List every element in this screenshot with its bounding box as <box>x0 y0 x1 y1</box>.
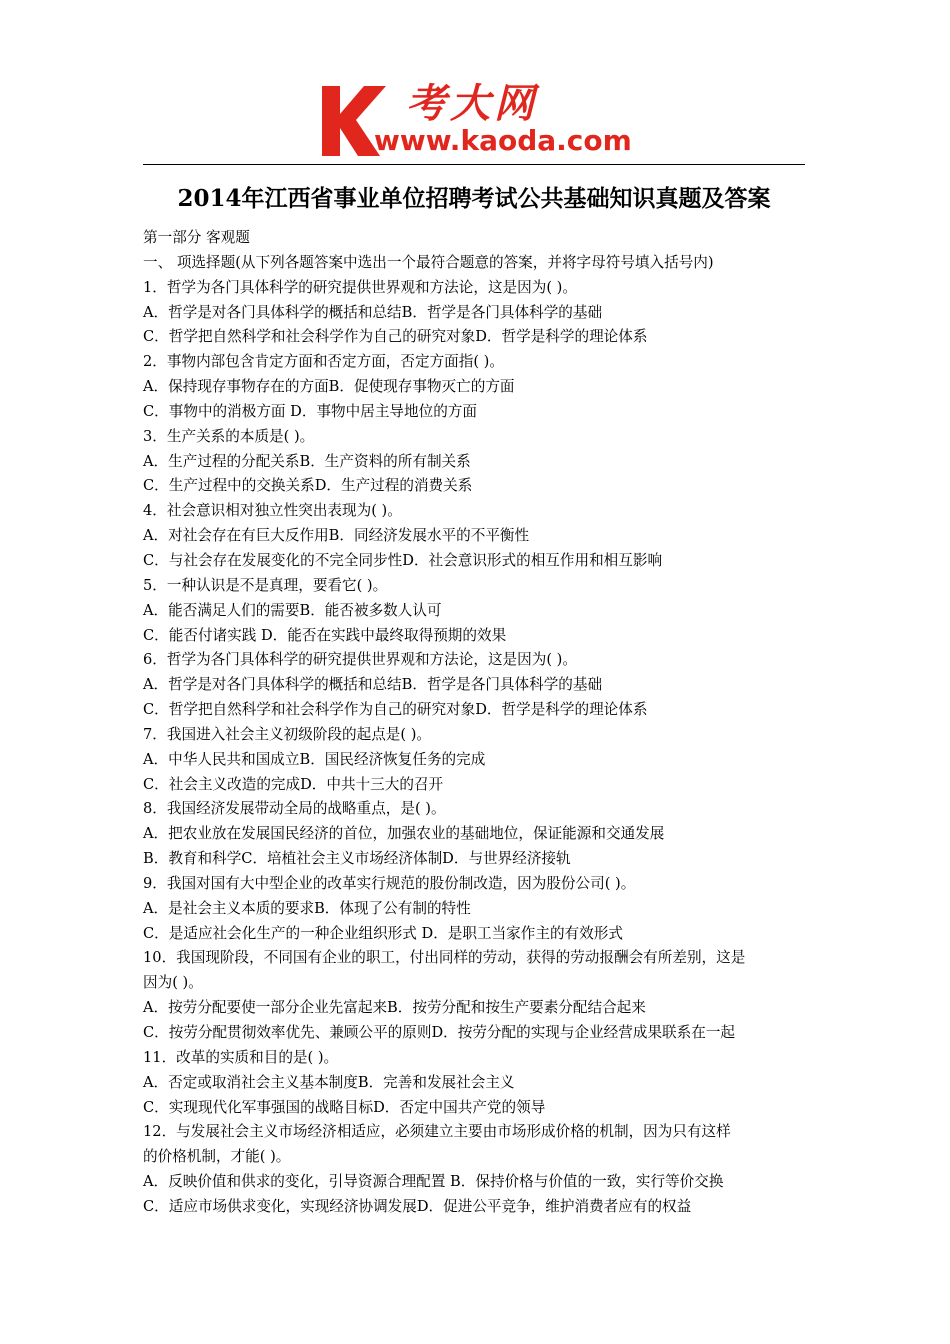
text-line: C．事物中的消极方面 D．事物中居主导地位的方面 <box>143 402 477 420</box>
text-line: 3．生产关系的本质是( )。 <box>143 427 315 445</box>
text-line: A．按劳分配要使一部分企业先富起来B．按劳分配和按生产要素分配结合起来 <box>143 999 646 1017</box>
text-line: A．把农业放在发展国民经济的首位，加强农业的基础地位，保证能源和交通发展 <box>143 825 665 843</box>
text-line: A．哲学是对各门具体科学的概括和总结B．哲学是各门具体科学的基础 <box>143 303 603 321</box>
text-line: C．能否付诸实践 D．能否在实践中最终取得预期的效果 <box>143 626 507 644</box>
text-line: C．哲学把自然科学和社会科学作为自己的研究对象D．哲学是科学的理论体系 <box>143 328 648 346</box>
text-line: 因为( )。 <box>143 974 203 992</box>
text-line: C．实现现代化军事强国的战略目标D．否定中国共产党的领导 <box>143 1098 546 1116</box>
text-line: A．是社会主义本质的要求B．体现了公有制的特性 <box>143 899 471 917</box>
text-line: C．哲学把自然科学和社会科学作为自己的研究对象D．哲学是科学的理论体系 <box>143 701 648 719</box>
text-line: 8．我国经济发展带动全局的战略重点，是( )。 <box>143 800 446 818</box>
text-line: A．保持现存事物存在的方面B．促使现存事物灭亡的方面 <box>143 378 515 396</box>
text-line: C．生产过程中的交换关系D．生产过程的消费关系 <box>143 477 473 495</box>
text-line: 10．我国现阶段，不同国有企业的职工，付出同样的劳动，获得的劳动报酬会有所差别，这是 <box>143 949 746 967</box>
text-line: A．哲学是对各门具体科学的概括和总结B．哲学是各门具体科学的基础 <box>143 676 603 694</box>
page-header <box>0 0 950 170</box>
kaoda-logo <box>318 82 638 160</box>
logo-url-text: www.kaoda.com <box>374 124 632 157</box>
text-line: C．适应市场供求变化，实现经济协调发展D．促进公平竞争，维护消费者应有的权益 <box>143 1197 692 1215</box>
text-line: 的价格机制，才能( )。 <box>143 1148 291 1166</box>
text-line: 12．与发展社会主义市场经济相适应，必须建立主要由市场形成价格的机制，因为只有这样 <box>143 1123 731 1141</box>
text-line: A．生产过程的分配关系B．生产资料的所有制关系 <box>143 452 471 470</box>
text-line: 1．哲学为各门具体科学的研究提供世界观和方法论，这是因为( )。 <box>143 278 577 296</box>
document-title: 2014年江西省事业单位招聘考试公共基础知识真题及答案 <box>177 185 771 212</box>
header-divider <box>143 164 805 165</box>
text-line: A．能否满足人们的需要B．能否被多数人认可 <box>143 601 442 619</box>
text-line: C．按劳分配贯彻效率优先、兼顾公平的原则D．按劳分配的实现与企业经营成果联系在一起 <box>143 1024 736 1041</box>
text-line: 7．我国进入社会主义初级阶段的起点是( )。 <box>143 725 432 743</box>
text-line: 6．哲学为各门具体科学的研究提供世界观和方法论，这是因为( )。 <box>143 651 577 669</box>
text-line: 一、 项选择题(从下列各题答案中选出一个最符合题意的答案，并将字母符号填入括号内) <box>143 253 714 271</box>
text-line: C．与社会存在发展变化的不完全同步性D．社会意识形式的相互作用和相互影响 <box>143 551 663 569</box>
text-line: A．中华人民共和国成立B．国民经济恢复任务的完成 <box>143 750 486 768</box>
text-line: 9．我国对国有大中型企业的改革实行规范的股份制改造，因为股份公司( )。 <box>143 874 636 892</box>
text-line: C．是适应社会化生产的一种企业组织形式 D．是职工当家作主的有效形式 <box>143 924 623 942</box>
text-line: 11．改革的实质和目的是( )。 <box>143 1048 339 1066</box>
text-line: B．教育和科学C．培植社会主义市场经济体制D．与世界经济接轨 <box>143 850 571 868</box>
document-body <box>143 226 807 1220</box>
text-line: C．社会主义改造的完成D．中共十三大的召开 <box>143 775 444 793</box>
logo-chinese-text: 考大网 <box>406 81 538 127</box>
text-line: 2．事物内部包含肯定方面和否定方面，否定方面指( )。 <box>143 353 504 371</box>
text-line: A．反映价值和供求的变化，引导资源合理配置 B．保持价格与价值的一致，实行等价交换 <box>143 1173 724 1191</box>
text-line: 4．社会意识相对独立性突出表现为( )。 <box>143 502 402 520</box>
text-line: A．对社会存在有巨大反作用B．同经济发展水平的不平衡性 <box>143 527 530 545</box>
text-line: 第一部分 客观题 <box>143 229 250 246</box>
text-line: A．否定或取消社会主义基本制度B．完善和发展社会主义 <box>143 1073 515 1091</box>
text-line: 5．一种认识是不是真理，要看它( )。 <box>143 576 388 594</box>
